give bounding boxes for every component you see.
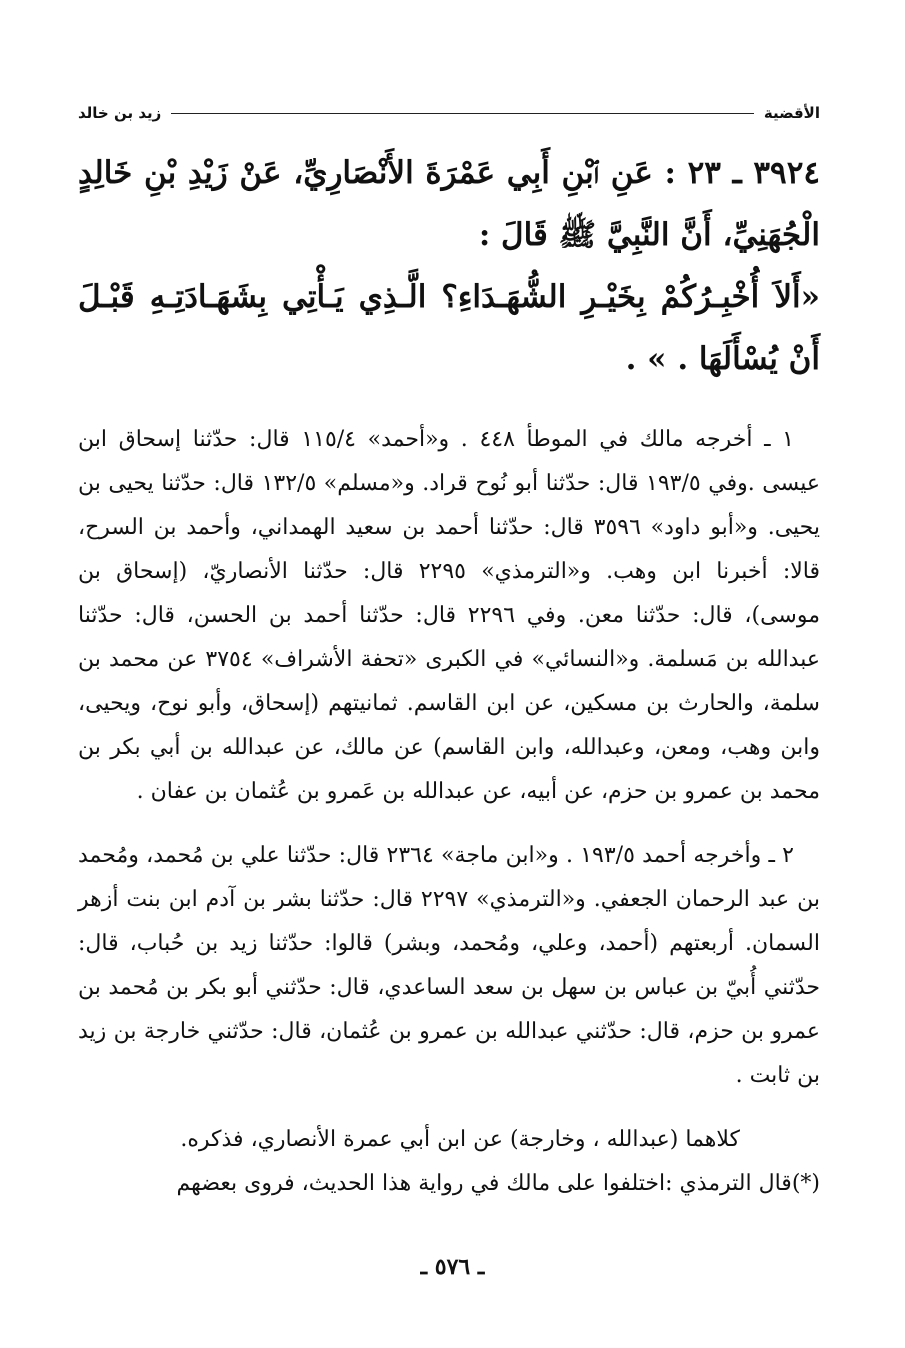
note-paragraph: ١ ـ أخرجه مالك في الموطأ ٤٤٨ . و«أحمد» ١١٥/٤ قال: حدّثنا إسحاق ابن عيسى .وفي ١٩٣/٥ قال: حدّثنا أبو نُوح قراد. و«مسلم» ١٣٢/٥ قال: حدّثنا يحيى بن يحيى. و«أبو داود» ٣٥٩٦ قال: حدّثنا أحمد بن سعيد الهمداني، وأحمد بن السرح، قالا: أخبرنا ابن وهب. و«الترمذي» ٢٢٩٥ قال: حدّثنا الأنصاريّ، (إسحاق بن موسى)، قال: حدّثنا معن. وفي ٢٢٩٦ قال: حدّثنا أحمد بن الحسن، قال: حدّثنا عبدالله بن مَسلمة. و«النسائي» في الكبرى «تحفة الأشراف» ٣٧٥٤ عن محمد بن سلمة، والحارث بن مسكين، عن ابن القاسم. ثمانيتهم (إسحاق، وأبو نوح، ويحيى، وابن وهب، ومعن، وعبدالله، وابن القاسم) عن مالك، عن عبدالله بن أبي بكر بن محمد بن عمرو بن حزم، عن أبيه، عن عبدالله بن عَمرو بن عُثمان بن عفان . [78, 427, 821, 804]
running-header [78, 98, 820, 128]
takhrij-notes [78, 418, 820, 1098]
page-number: ـ ٥٧٦ ـ [420, 1254, 485, 1280]
summary-line: كلاهما (عبدالله ، وخارجة) عن ابن أبي عمرة الأنصاري، فذكره. [180, 1127, 740, 1152]
chapter-title: الأقضية [763, 104, 820, 122]
section-title: زيد بن خالد [78, 104, 162, 122]
header-rule [171, 113, 754, 114]
footnote-block [78, 1118, 820, 1206]
hadith-isnad: ٣٩٢٤ ـ ٢٣ : عَنِ ٱبْنِ أَبِي عَمْرَةَ الأَنْصَارِيِّ، عَنْ زَيْدِ بْنِ خَالِدٍ الْجُهَنِيِّ، أَنَّ النَّبِيَّ ﷺ قَالَ : [78, 155, 820, 253]
hadith-text [78, 142, 820, 390]
hadith-matn: «أَلاَ أُخْبِـرُكُمْ بِخَيْـرِ الشُّهَـدَاءِ؟ الَّـذِي يَـأْتِي بِشَهَـادَتِـهِ قَبْـلَ أَنْ يُسْأَلَهَا . » . [78, 279, 820, 377]
note-paragraph: ٢ ـ وأخرجه أحمد ١٩٣/٥ . و«ابن ماجة» ٢٣٦٤ قال: حدّثنا علي بن مُحمد، ومُحمد بن عبد الرحمان الجعفي. و«الترمذي» ٢٢٩٧ قال: حدّثنا بشر بن آدم ابن بنت أزهر السمان. أربعتهم (أحمد، وعلي، ومُحمد، وبشر) قالوا: حدّثنا زيد بن حُباب، قال: حدّثني أُبيّ بن عباس بن سهل بن سعد الساعدي، قال: حدّثني أبو بكر بن مُحمد بن عمرو بن حزم، قال: حدّثني عبدالله بن عمرو بن عُثمان، قال: حدّثني خارجة بن زيد بن ثابت . [78, 843, 820, 1088]
footnote-line: (*)قال الترمذي :اختلفوا على مالك في رواية هذا الحديث، فروى بعضهم [176, 1171, 820, 1196]
